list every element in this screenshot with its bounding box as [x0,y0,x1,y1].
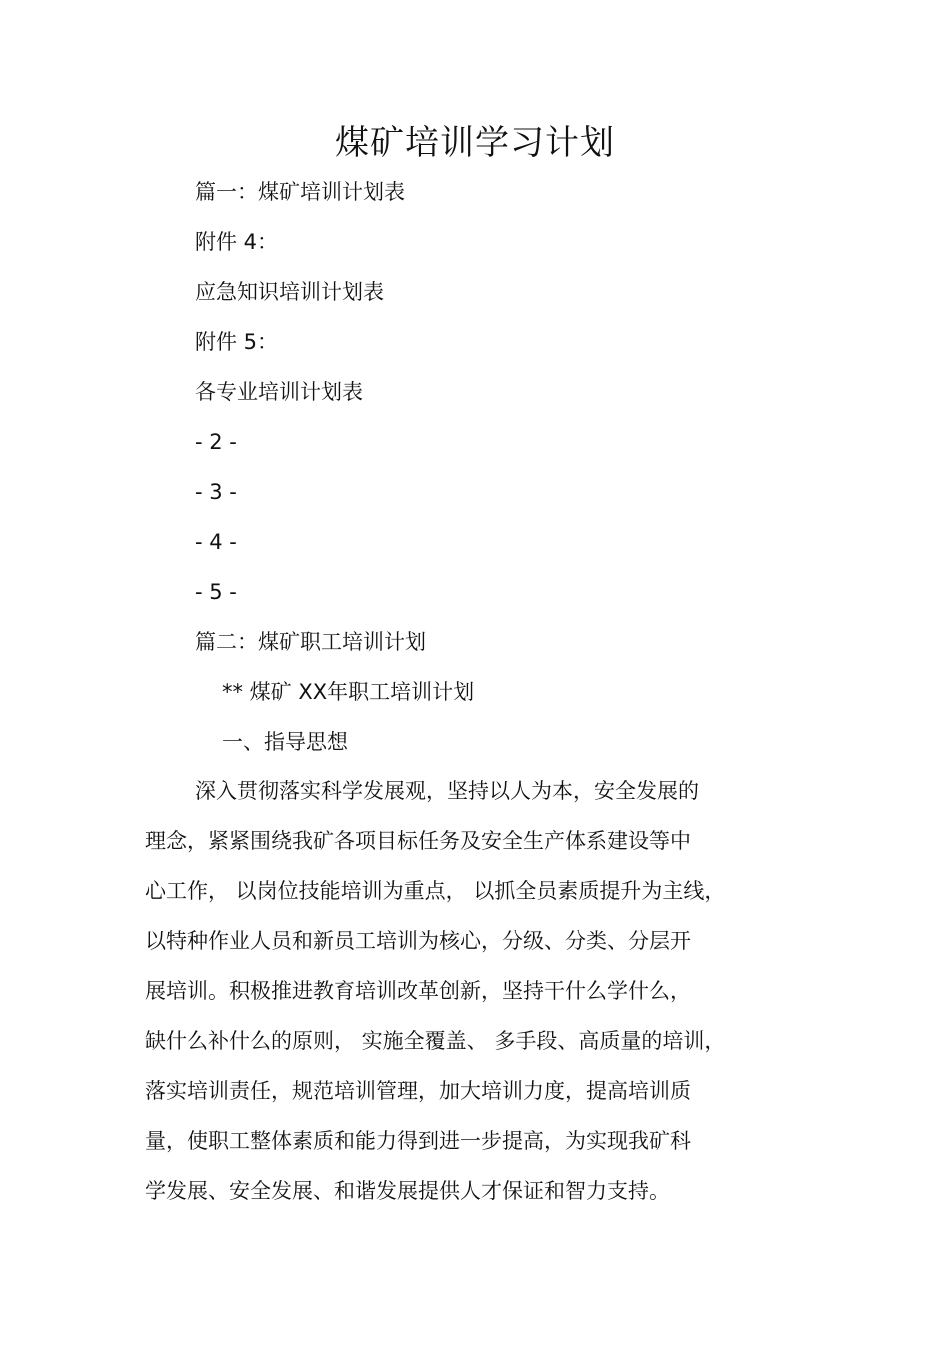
attachment-label-5: 附件 5： [195,330,279,354]
paragraph-line: 展培训。积极推进教育培训改革创新，坚持干什么学什么， [145,979,691,1003]
section-heading-2: 篇二：煤矿职工培训计划 [195,630,426,654]
paragraph-line: 深入贯彻落实科学发展观，坚持以人为本，安全发展的 [195,779,699,803]
paragraph-line: 落实培训责任，规范培训管理，加大培训力度，提高培训质 [145,1079,691,1103]
document-title: 煤矿培训学习计划 [335,123,615,163]
paragraph-line: 学发展、安全发展、和谐发展提供人才保证和智力支持。 [145,1179,670,1203]
page-number-2: - 2 - [195,430,237,454]
attachment-title-5: 各专业培训计划表 [195,380,363,404]
paragraph-line: 以特种作业人员和新员工培训为核心，分级、分类、分层开 [145,929,691,953]
plan-title: ** 煤矿 XX年职工培训计划 [222,680,475,704]
subsection-heading: 一、指导思想 [222,730,348,754]
attachment-title-4: 应急知识培训计划表 [195,280,384,304]
page-number-4: - 4 - [195,530,237,554]
section-heading-1: 篇一：煤矿培训计划表 [195,180,405,204]
paragraph-line: 缺什么补什么的原则， 实施全覆盖、 多手段、高质量的培训， [145,1029,726,1053]
page-number-3: - 3 - [195,480,237,504]
paragraph-line: 量，使职工整体素质和能力得到进一步提高，为实现我矿科 [145,1129,691,1153]
attachment-label-4: 附件 4： [195,230,279,254]
paragraph-line: 心工作， 以岗位技能培训为重点， 以抓全员素质提升为主线， [145,879,726,903]
page-number-5: - 5 - [195,580,237,604]
paragraph-line: 理念，紧紧围绕我矿各项目标任务及安全生产体系建设等中 [145,829,691,853]
